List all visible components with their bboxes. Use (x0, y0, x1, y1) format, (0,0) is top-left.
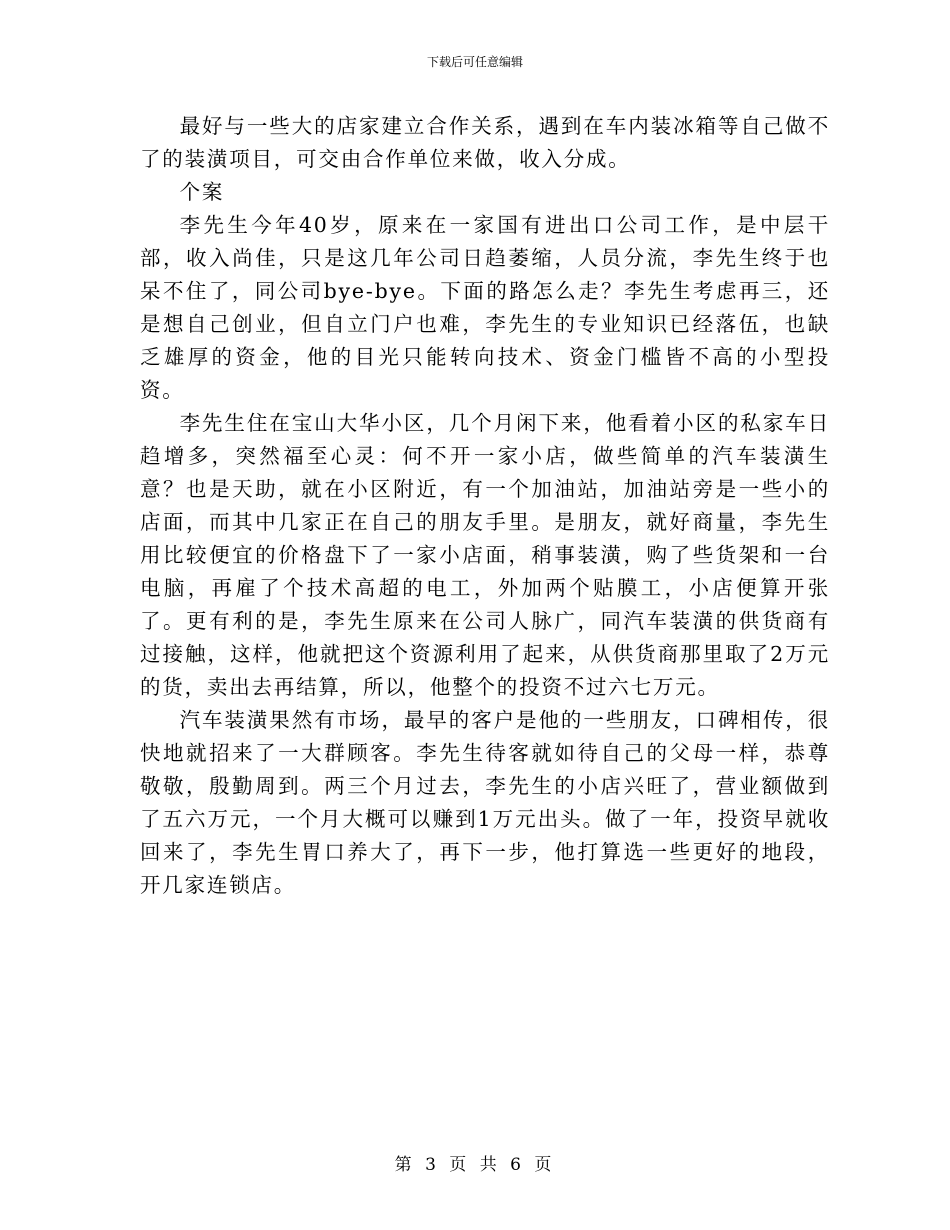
page-header: 下载后可任意编辑 (426, 55, 523, 69)
document-body (140, 110, 830, 902)
paragraph-background: 李先生今年40岁，原来在一家国有进出口公司工作，是中层干部，收入尚佳，只是这几年公司日趋萎缩，人员分流，李先生终于也呆不住了，同公司bye-bye。下面的路怎么走？李先生考虑再三，还是想自己创业，但自立门户也难，李先生的专业知识已经落伍，也缺乏雄厚的资金，他的目光只能转向技术、资金门槛皆不高的小型投资。 (140, 213, 830, 402)
paragraph-business-growth: 汽车装潢果然有市场，最早的客户是他的一些朋友，口碑相传，很快地就招来了一大群顾客。李先生待客就如待自己的父母一样，恭尊敬敬，殷勤周到。两三个月过去，李先生的小店兴旺了，营业额做到了五六万元，一个月大概可以赚到1万元出头。做了一年，投资早就收回来了，李先生胃口养大了，再下一步，他打算选一些更好的地段，开几家连锁店。 (140, 708, 830, 897)
paragraph-cooperation: 最好与一些大的店家建立合作关系，遇到在车内装冰箱等自己做不了的装潢项目，可交由合作单位来做，收入分成。 (140, 114, 830, 171)
paragraph-shop-opening: 李先生住在宝山大华小区，几个月闲下来，他看着小区的私家车日趋增多，突然福至心灵：何不开一家小店，做些简单的汽车装潢生意？也是天助，就在小区附近，有一个加油站，加油站旁是一些小的店面，而其中几家正在自己的朋友手里。是朋友，就好商量，李先生用比较便宜的价格盘下了一家小店面，稍事装潢，购了些货架和一台电脑，再雇了个技术高超的电工，外加两个贴膜工，小店便算开张了。更有利的是，李先生原来在公司人脉广，同汽车装潢的供货商有过接触，这样，他就把这个资源利用了起来，从供货商那里取了2万元的货，卖出去再结算，所以，他整个的投资不过六七万元。 (140, 411, 830, 699)
section-heading-case: 个案 (179, 180, 225, 204)
page-number-footer: 第 3 页 共 6 页 (394, 1155, 556, 1175)
